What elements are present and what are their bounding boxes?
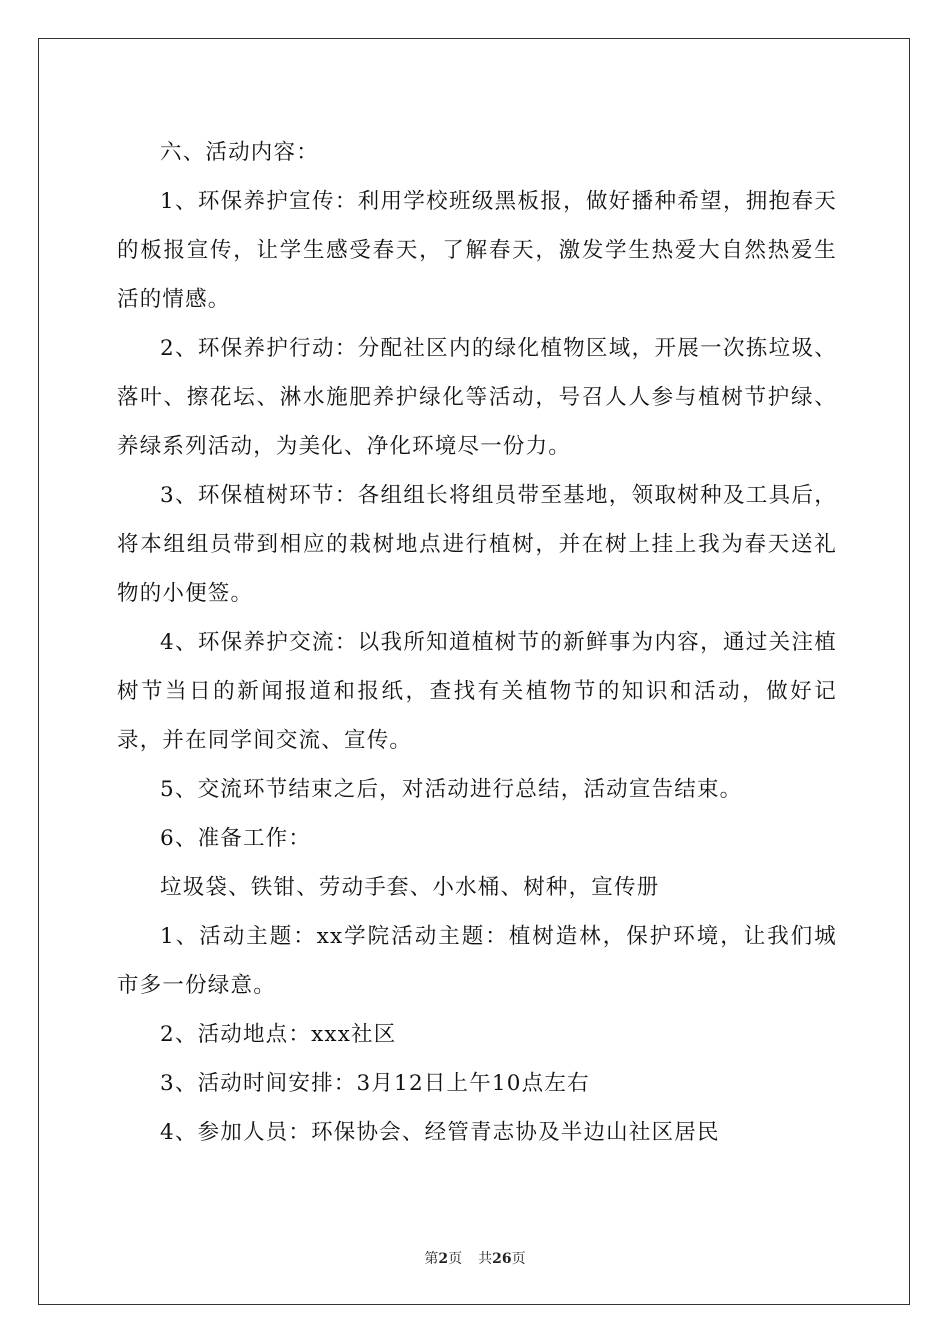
paragraph: 2、活动地点：xxx社区: [160, 1022, 397, 1047]
document-body: [117, 128, 837, 1157]
paragraph: 4、环保养护交流：以我所知道植树节的新鲜事为内容，通过关注植树节当日的新闻报道和报纸，查找有关植物节的知识和活动，做好记录，并在同学间交流、宣传。: [117, 630, 837, 753]
total-prefix: 共: [478, 1251, 493, 1267]
page-suffix: 页: [448, 1251, 463, 1267]
page-prefix: 第: [424, 1251, 439, 1267]
page-current: 2: [438, 1251, 449, 1267]
paragraph: 2、环保养护行动：分配社区内的绿化植物区域，开展一次拣垃圾、落叶、擦花坛、淋水施肥养护绿化等活动，号召人人参与植树节护绿、养绿系列活动，为美化、净化环境尽一份力。: [117, 336, 837, 459]
paragraph: 1、活动主题：xx学院活动主题：植树造林，保护环境，让我们城市多一份绿意。: [117, 924, 837, 998]
paragraph: 5、交流环节结束之后，对活动进行总结，活动宣告结束。: [160, 777, 743, 802]
paragraph: 垃圾袋、铁钳、劳动手套、小水桶、树种，宣传册: [160, 875, 660, 900]
paragraph: 4、参加人员：环保协会、经管青志协及半边山社区居民: [160, 1120, 720, 1145]
paragraph: 6、准备工作：: [160, 826, 312, 851]
paragraph: 3、环保植树环节：各组组长将组员带至基地，领取树种及工具后，将本组组员带到相应的栽树地点进行植树，并在树上挂上我为春天送礼物的小便签。: [117, 483, 837, 606]
section-heading: 六、活动内容：: [160, 140, 319, 165]
page-total: 26: [492, 1251, 512, 1267]
total-suffix: 页: [511, 1251, 526, 1267]
page-footer: [0, 1248, 950, 1268]
paragraph: 3、活动时间安排：3月12日上午10点左右: [160, 1071, 590, 1096]
paragraph: 1、环保养护宣传：利用学校班级黑板报，做好播种希望，拥抱春天的板报宣传，让学生感受春天，了解春天，激发学生热爱大自然热爱生活的情感。: [117, 189, 837, 312]
